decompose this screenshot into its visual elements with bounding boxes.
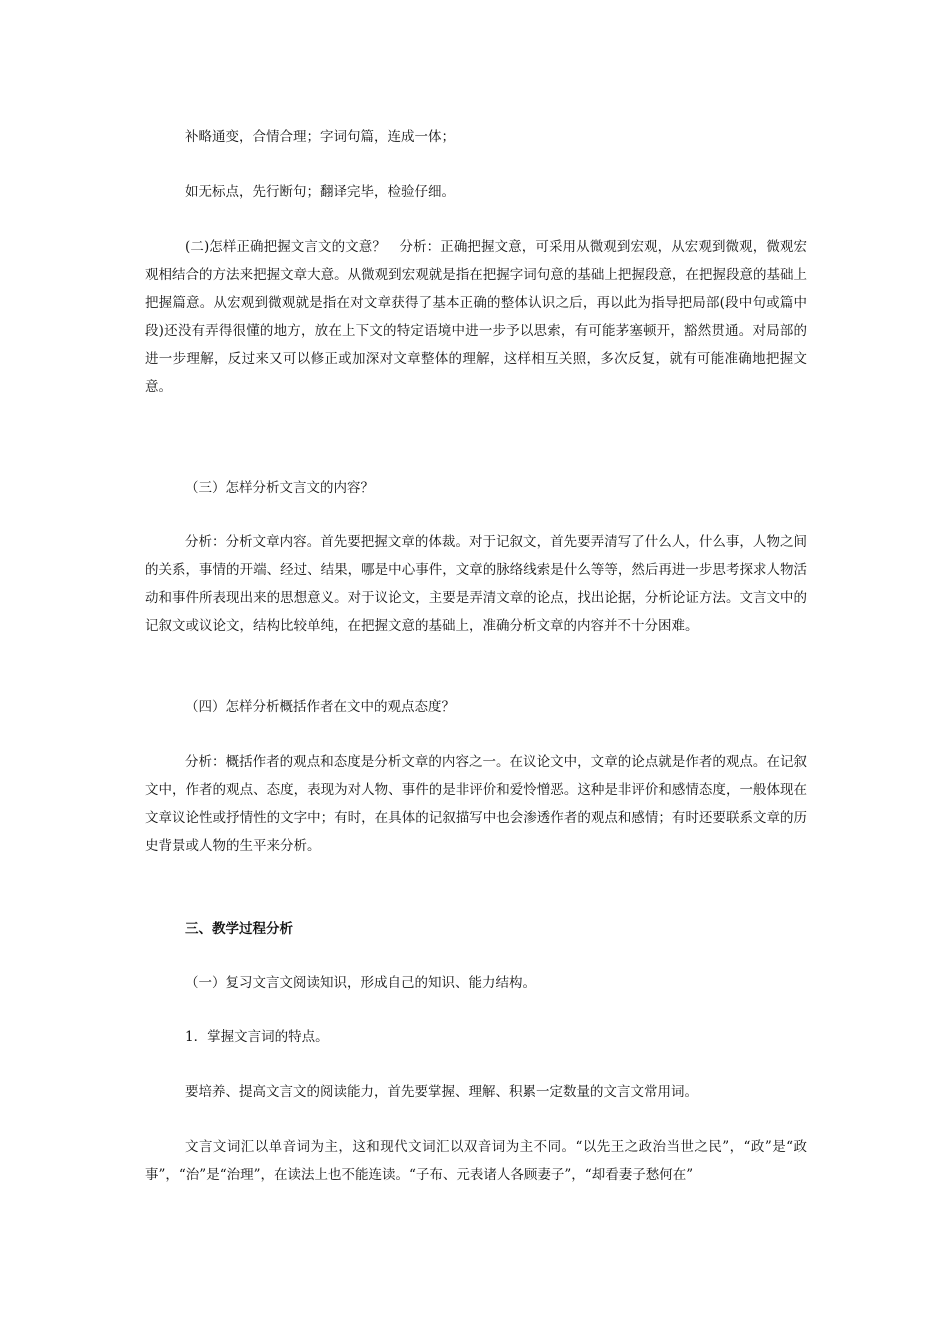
verse-line-1: 补略通变，合情合理；字词句篇，连成一体； <box>185 129 455 145</box>
paragraph-grasp-meaning: (二)怎样正确把握文言文的文意？ 分析：正确把握文意，可采用从微观到宏观，从宏观到微观，微观宏观相结合的方法来把握文章大意。从微观到宏观就是指在把握字词句意的基础上把握段意，在把握段意的基础上把握篇意。从宏观到微观就是指在对文章获得了基本正确的整体认识之后，再以此为指导把局部(段中句或篇中段)还没有弄得很懂的地方，放在上下文的特定语境中进一步予以思索，有可能茅塞顿开，豁然贯通。对局部的进一步理解，反过来又可以修正或加深对文章整体的理解，这样相互关照，多次反复，就有可能准确地把握文意。 <box>145 239 807 395</box>
item-1-heading: 1．掌握文言词的特点。 <box>185 1029 329 1045</box>
paragraph-vocabulary: 要培养、提高文言文的阅读能力，首先要掌握、理解、积累一定数量的文言文常用词。 <box>185 1084 698 1100</box>
paragraph-author-viewpoint: 分析：概括作者的观点和态度是分析文章的内容之一。在议论文中，文章的论点就是作者的观点。在记叙文中，作者的观点、态度，表现为对人物、事件的是非评价和爱怜憎恶。这种是非评价和感情态度，一般体现在文章议论性或抒情性的文字中；有时，在具体的记叙描写中也会渗透作者的观点和感情；有时还要联系文章的历史背景或人物的生平来分析。 <box>145 754 807 854</box>
question-author-viewpoint: （四）怎样分析概括作者在文中的观点态度？ <box>185 699 455 715</box>
subsection-review: （一）复习文言文阅读知识，形成自己的知识、能力结构。 <box>185 975 536 991</box>
paragraph-monosyllabic: 文言文词汇以单音词为主，这和现代文词汇以双音词为主不同。“以先王之政治当世之民”，“政”是“政事”，“治”是“治理”，在读法上也不能连读。“子布、元表诸人各顾妻子”，“却看妻子愁何在” <box>145 1139 807 1183</box>
section-heading: 三、教学过程分析 <box>185 921 293 937</box>
question-analyze-content: （三）怎样分析文言文的内容？ <box>185 480 374 496</box>
paragraph-analyze-content: 分析：分析文章内容。首先要把握文章的体裁。对于记叙文，首先要弄清写了什么人，什么事，人物之间的关系，事情的开端、经过、结果，哪是中心事件，文章的脉络线索是什么等等，然后再进一步思考探求人物活动和事件所表现出来的思想意义。对于议论文，主要是弄清文章的论点，找出论据，分析论证方法。文言文中的记叙文或议论文，结构比较单纯，在把握文意的基础上，准确分析文章的内容并不十分困难。 <box>145 534 807 634</box>
verse-line-2: 如无标点，先行断句；翻译完毕，检验仔细。 <box>185 184 455 200</box>
